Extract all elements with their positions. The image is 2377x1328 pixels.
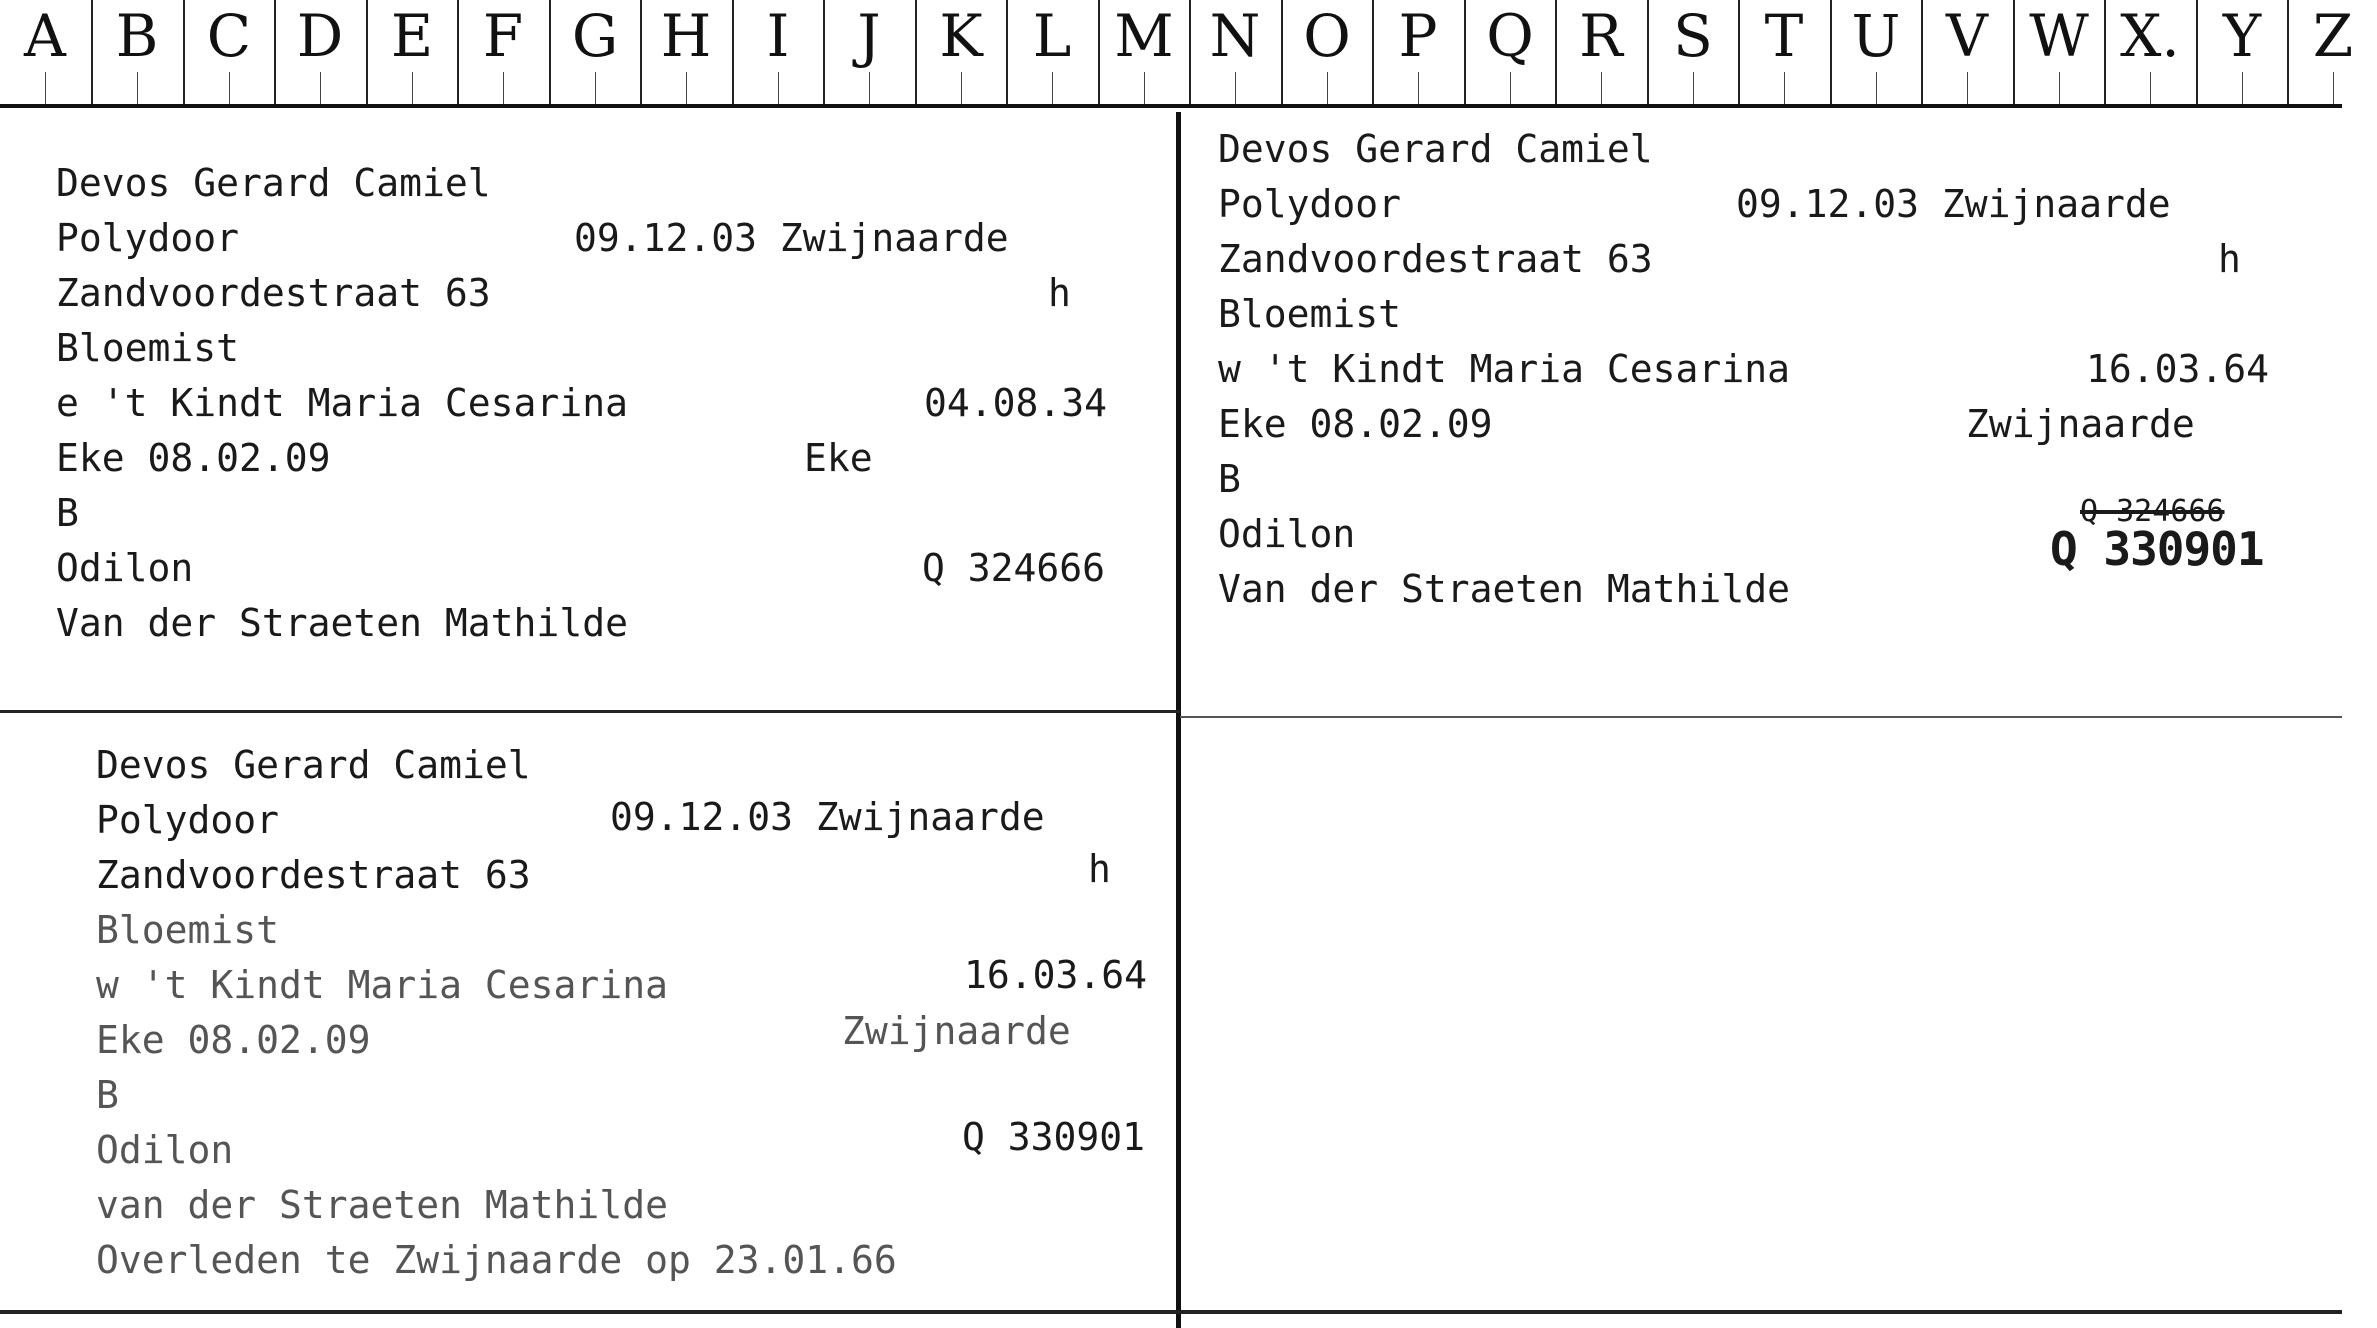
card-divider-horizontal-right (1180, 716, 2342, 718)
index-letter: A (0, 0, 90, 104)
card-first-extra: Polydoor (96, 798, 280, 842)
index-letter: X. (2104, 0, 2194, 104)
alphabet-index-strip (0, 0, 2354, 108)
card-birth: 09.12.03 Zwijnaarde (1736, 182, 2171, 226)
card-occupation: Bloemist (56, 326, 240, 370)
card-address-code: h (2218, 237, 2241, 281)
card-occupation: Bloemist (96, 908, 280, 952)
index-letter: L (1006, 0, 1096, 104)
record-card-2 (1218, 122, 2298, 642)
index-letter: H (640, 0, 730, 104)
card-number: Q 330901 (2050, 522, 2264, 576)
card-status: B (1218, 457, 1241, 501)
card-spouse-date: 16.03.64 (964, 953, 1148, 997)
card-name: Devos Gerard Camiel (56, 161, 491, 205)
card-mother: Van der Straeten Mathilde (56, 601, 628, 645)
card-spouse-date: 16.03.64 (2086, 347, 2270, 391)
card-address-code: h (1048, 271, 1071, 315)
card-mother: van der Straeten Mathilde (96, 1183, 668, 1227)
index-letter: I (732, 0, 822, 104)
index-letter: O (1281, 0, 1371, 104)
index-letter: R (1555, 0, 1645, 104)
card-address: Zandvoordestraat 63 (1218, 237, 1653, 281)
record-card-3 (96, 738, 1176, 1298)
card-first-extra: Polydoor (1218, 182, 1402, 226)
card-divider-vertical (1176, 112, 1181, 1328)
card-old-number-struck: Q 324666 (2080, 494, 2225, 529)
record-card-1 (56, 156, 1136, 676)
card-number: Q 324666 (922, 546, 1106, 590)
index-letter: F (457, 0, 547, 104)
index-letter: T (1738, 0, 1828, 104)
card-spouse: e 't Kindt Maria Cesarina (56, 381, 628, 425)
card-first-extra: Polydoor (56, 216, 240, 260)
index-letter: V (1921, 0, 2011, 104)
card-address-code: h (1088, 847, 1111, 891)
index-letter: U (1830, 0, 1920, 104)
index-letter: G (549, 0, 639, 104)
index-letter: S (1647, 0, 1737, 104)
index-letter: Y (2196, 0, 2286, 104)
index-letter: P (1372, 0, 1462, 104)
card-mother: Van der Straeten Mathilde (1218, 567, 1790, 611)
card-spouse-place: Zwijnaarde (842, 1009, 1071, 1053)
card-spouse-birth: Eke 08.02.09 (96, 1018, 371, 1062)
card-number: Q 330901 (962, 1115, 1146, 1159)
index-letter: M (1098, 0, 1188, 104)
card-status: B (96, 1073, 119, 1117)
index-letter: Q (1464, 0, 1554, 104)
card-father: Odilon (56, 546, 194, 590)
card-spouse-birth: Eke 08.02.09 (56, 436, 331, 480)
card-spouse: w 't Kindt Maria Cesarina (1218, 347, 1790, 391)
card-spouse-place: Eke (804, 436, 873, 480)
card-spouse-place: Zwijnaarde (1966, 402, 2195, 446)
index-letter: C (183, 0, 273, 104)
index-letter: Z (2287, 0, 2377, 104)
card-divider-bottom (0, 1310, 2342, 1314)
index-letter: W (2013, 0, 2103, 104)
card-address: Zandvoordestraat 63 (56, 271, 491, 315)
card-father: Odilon (96, 1128, 234, 1172)
card-birth: 09.12.03 Zwijnaarde (610, 795, 1045, 839)
index-letter: B (91, 0, 181, 104)
card-address: Zandvoordestraat 63 (96, 853, 531, 897)
card-divider-horizontal-left (0, 710, 1180, 713)
card-spouse-date: 04.08.34 (924, 381, 1108, 425)
card-father: Odilon (1218, 512, 1356, 556)
index-letter: K (915, 0, 1005, 104)
card-spouse-birth: Eke 08.02.09 (1218, 402, 1493, 446)
card-name: Devos Gerard Camiel (96, 743, 531, 787)
index-letter: J (823, 0, 913, 104)
index-letter: D (274, 0, 364, 104)
card-status: B (56, 491, 79, 535)
card-birth: 09.12.03 Zwijnaarde (574, 216, 1009, 260)
index-letter: N (1189, 0, 1279, 104)
card-occupation: Bloemist (1218, 292, 1402, 336)
card-death-note: Overleden te Zwijnaarde op 23.01.66 (96, 1238, 897, 1282)
card-name: Devos Gerard Camiel (1218, 127, 1653, 171)
index-letter: E (366, 0, 456, 104)
card-spouse: w 't Kindt Maria Cesarina (96, 963, 668, 1007)
